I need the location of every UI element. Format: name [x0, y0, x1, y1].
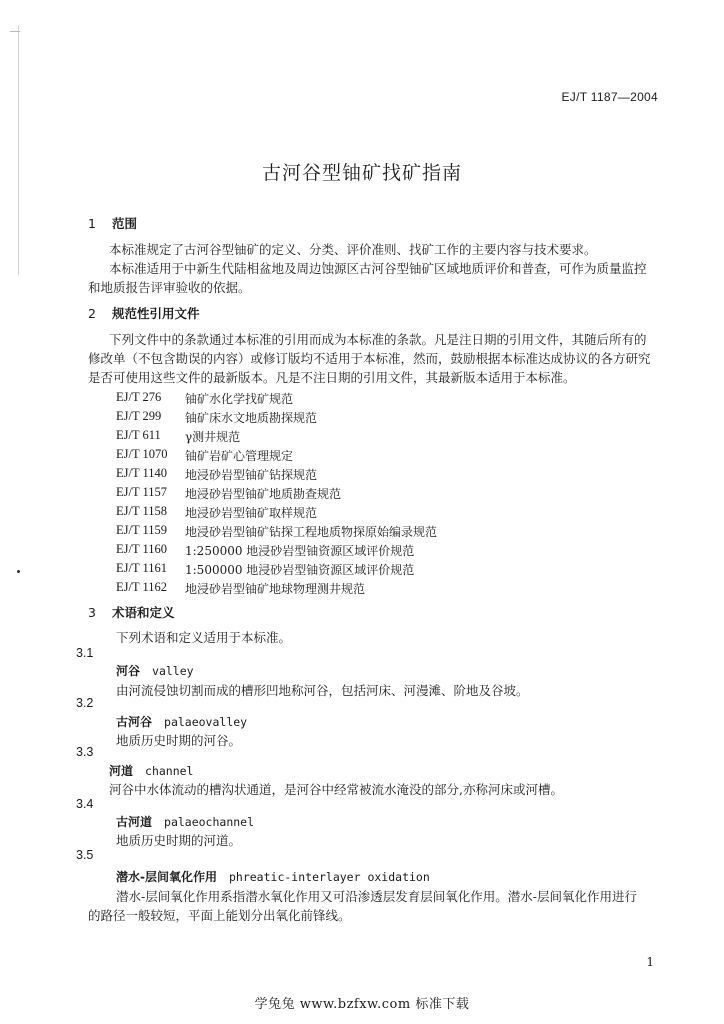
reference-code: EJ/T 276 [116, 390, 162, 404]
section-2-heading [88, 304, 200, 322]
reference-title: 地浸砂岩型铀矿地质勘查规范 [185, 487, 342, 501]
reference-title: 铀矿水化学找矿规范 [185, 392, 294, 406]
reference-code: EJ/T 611 [116, 428, 161, 442]
term-definition: 潜水-层间氧化作用系指潜水氧化作用又可沿渗透层发育层间氧化作用。潜水-层间氧化作用进行 [116, 889, 637, 904]
reference-code: EJ/T 1140 [116, 466, 168, 480]
reference-title: 铀矿床水文地质勘探规范 [185, 411, 318, 425]
term-number: 3.1 [76, 646, 94, 660]
reference-title: 地浸砂岩型铀矿取样规范 [185, 506, 318, 520]
paragraph: 和地质报告评审验收的依据。 [88, 280, 251, 295]
term-heading [116, 868, 430, 885]
section-number: 3 [88, 605, 96, 620]
reference-code: EJ/T 1159 [116, 523, 168, 537]
paragraph: 下列文件中的条款通过本标准的引用而成为本标准的条款。凡是注日期的引用文件，其随后所有的 [109, 332, 647, 347]
term-zh: 古河谷 [116, 715, 153, 729]
reference-code: EJ/T 299 [116, 409, 162, 423]
reference-title: 铀矿岩矿心管理规定 [185, 449, 294, 463]
reference-code: EJ/T 1162 [116, 580, 168, 594]
term-definition: 河谷中水体流动的槽沟状通道，是河谷中经常被流水淹没的部分,亦称河床或河槽。 [109, 782, 563, 797]
term-zh: 古河道 [116, 815, 153, 829]
term-zh: 河谷 [116, 664, 141, 678]
reference-title: 1:500000 地浸砂岩型铀资源区域评价规范 [185, 563, 415, 577]
paragraph: 本标准适用于中新生代陆相盆地及周边蚀源区古河谷型铀矿区域地质评价和普查，可作为质量监控 [109, 261, 647, 276]
term-zh: 潜水-层间氧化作用 [116, 870, 217, 884]
term-zh: 河道 [109, 764, 134, 778]
term-heading [116, 713, 247, 730]
term-number: 3.5 [76, 848, 94, 862]
term-definition: 地质历史时期的河道。 [116, 833, 242, 848]
document-title: 古河谷型铀矿找矿指南 [261, 162, 462, 184]
term-heading [116, 813, 254, 830]
term-en: palaeochannel [164, 815, 255, 829]
standard-code: EJ/T 1187—2004 [561, 90, 658, 104]
scan-edge-tick [10, 31, 20, 32]
term-number: 3.2 [76, 696, 94, 710]
term-number: 3.3 [76, 745, 94, 759]
term-en: channel [145, 764, 194, 778]
term-definition: 由河流侵蚀切割而成的槽形凹地称河谷，包括河床、河漫滩、阶地及谷坡。 [116, 683, 529, 698]
reference-code: EJ/T 1157 [116, 485, 168, 499]
term-heading [109, 762, 193, 779]
paragraph: 下列术语和定义适用于本标准。 [116, 630, 292, 645]
reference-code: EJ/T 1160 [116, 542, 168, 556]
section-title: 规范性引用文件 [112, 306, 200, 321]
section-number: 2 [88, 306, 96, 321]
paragraph: 修改单（不包含勘误的内容）或修订版均不适用于本标准，然而，鼓励根据本标准达成协议的各方研究 [88, 351, 651, 366]
page-number: 1 [646, 955, 654, 969]
section-number: 1 [88, 216, 96, 231]
term-number: 3.4 [76, 797, 94, 811]
reference-code: EJ/T 1070 [116, 447, 168, 461]
section-1-heading [88, 214, 137, 232]
reference-code: EJ/T 1158 [116, 504, 168, 518]
footer-watermark: 学兔兔 www.bzfxw.com 标准下载 [254, 997, 470, 1012]
reference-title: 地浸砂岩型铀矿钻探规范 [185, 468, 318, 482]
term-definition: 地质历史时期的河谷。 [116, 733, 242, 748]
section-3-heading [88, 603, 175, 621]
reference-code: EJ/T 1161 [116, 561, 168, 575]
term-en: palaeovalley [164, 715, 248, 729]
reference-title: γ测井规范 [185, 430, 241, 444]
term-heading [116, 662, 194, 679]
term-en: valley [152, 664, 194, 678]
paragraph: 本标准规定了古河谷型铀矿的定义、分类、评价准则、找矿工作的主要内容与技术要求。 [109, 242, 597, 257]
section-title: 范围 [112, 216, 138, 231]
reference-title: 地浸砂岩型铀矿钻探工程地质物探原始编录规范 [185, 525, 438, 539]
term-definition: 的路径一般较短，平面上能划分出氧化前锋线。 [88, 908, 351, 923]
paragraph: 是否可使用这些文件的最新版本。凡是不注日期的引用文件，其最新版本适用于本标准。 [88, 370, 576, 385]
reference-title: 1:250000 地浸砂岩型铀资源区域评价规范 [185, 544, 415, 558]
section-title: 术语和定义 [112, 605, 175, 620]
scan-edge-line [18, 25, 19, 275]
scan-speck [17, 570, 20, 573]
term-en: phreatic-interlayer oxidation [228, 870, 430, 884]
reference-title: 地浸砂岩型铀矿地球物理测井规范 [185, 582, 366, 596]
